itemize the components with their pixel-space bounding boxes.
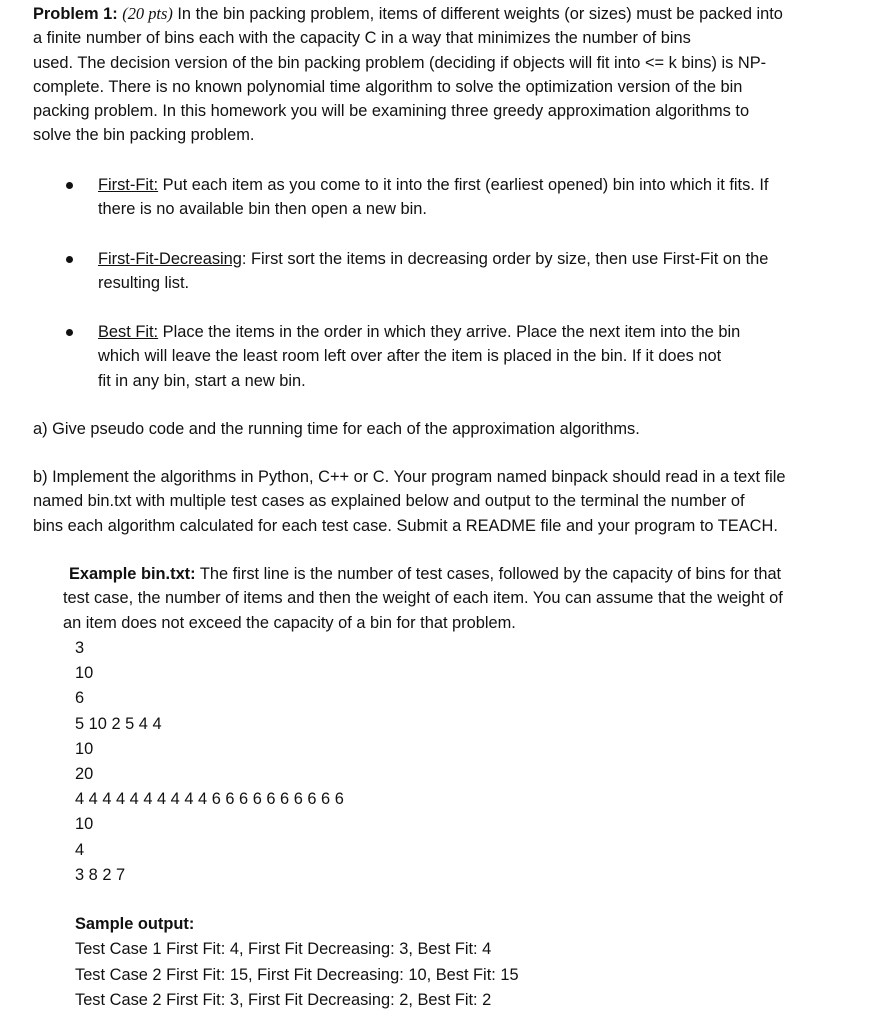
intro-line-5: packing problem. In this homework you will be examining three greedy approximation algorithms to — [33, 102, 750, 121]
part-a — [33, 417, 878, 441]
intro-line-1 — [33, 2, 878, 26]
algorithm-desc: Put each item as you come to it into the first (earliest opened) bin into which it fits. If — [158, 176, 769, 194]
problem-intro — [33, 2, 878, 148]
data-line: 10 — [75, 739, 94, 758]
data-line: 5 10 2 5 4 4 — [75, 714, 162, 733]
algorithm-desc: there is no available bin then open a new bin. — [98, 200, 427, 219]
output-line: Test Case 2 First Fit: 3, First Fit Decreasing: 2, Best Fit: 2 — [75, 991, 492, 1010]
algorithm-name-first-fit-decreasing: First-Fit-Decreasing — [98, 250, 242, 268]
intro-line-2: a finite number of bins each with the capacity C in a way that minimizes the number of bins — [33, 29, 691, 48]
example-text: an item does not exceed the capacity of a bin for that problem. — [63, 613, 516, 632]
algorithm-name-best-fit: Best Fit: — [98, 323, 159, 341]
bullet-dot-icon — [66, 182, 73, 189]
part-b-line-3: bins each algorithm calculated for each test case. Submit a README file and your program to TEACH. — [33, 516, 778, 535]
intro-line-4: complete. There is no known polynomial time algorithm to solve the optimization version of the bin — [33, 77, 743, 96]
algorithm-desc: fit in any bin, start a new bin. — [98, 371, 306, 390]
list-item-text — [98, 320, 868, 393]
intro-text: In the bin packing problem, items of different weights (or sizes) must be packed into — [172, 5, 783, 23]
data-line: 3 — [75, 639, 85, 657]
list-item-text — [98, 247, 868, 296]
data-line: 20 — [75, 764, 94, 783]
example-text: The first line is the number of test cases, followed by the capacity of bins for that — [195, 565, 782, 583]
data-line: 3 8 2 7 — [75, 865, 126, 884]
example-file-contents — [75, 636, 344, 888]
output-line: Test Case 1 First Fit: 4, First Fit Decreasing: 3, Best Fit: 4 — [75, 940, 492, 959]
algorithm-desc: : First sort the items in decreasing order by size, then use First-Fit on the — [241, 250, 769, 268]
problem-points: (20 pts) — [122, 4, 173, 23]
data-line: 10 — [75, 664, 94, 683]
data-line: 10 — [75, 815, 94, 834]
data-line: 6 — [75, 689, 85, 708]
algorithm-desc: which will leave the least room left over after the item is placed in the bin. If it does not — [98, 347, 722, 366]
bullet-dot-icon — [66, 329, 73, 336]
output-line: Test Case 2 First Fit: 15, First Fit Decreasing: 10, Best Fit: 15 — [75, 965, 519, 984]
algorithm-name-first-fit: First-Fit: — [98, 176, 159, 194]
sample-output — [75, 912, 519, 1014]
part-b-line-2: named bin.txt with multiple test cases as explained below and output to the terminal the number of — [33, 492, 745, 511]
part-a-text: a) Give pseudo code and the running time for each of the approximation algorithms. — [33, 420, 640, 438]
example-label: Example bin.txt: — [69, 565, 196, 583]
problem-label: Problem 1: — [33, 5, 118, 23]
part-b-line-1: b) Implement the algorithms in Python, C++ or C. Your program named binpack should read in a text file — [33, 468, 786, 486]
data-line: 4 4 4 4 4 4 4 4 4 4 6 6 6 6 6 6 6 6 6 6 — [75, 790, 344, 809]
part-b — [33, 465, 878, 538]
algorithm-desc: Place the items in the order in which they arrive. Place the next item into the bin — [158, 323, 741, 341]
example-text: test case, the number of items and then the weight of each item. You can assume that the weight of — [63, 589, 783, 608]
intro-line-3: used. The decision version of the bin packing problem (deciding if objects will fit into <= k bins) is NP- — [33, 53, 767, 72]
bullet-dot-icon — [66, 256, 73, 263]
algorithm-desc: resulting list. — [98, 274, 190, 293]
example-description — [63, 562, 883, 635]
list-item-text — [98, 173, 868, 222]
sample-output-heading: Sample output: — [75, 915, 195, 933]
data-line: 4 — [75, 840, 85, 859]
intro-line-6: solve the bin packing problem. — [33, 126, 255, 145]
